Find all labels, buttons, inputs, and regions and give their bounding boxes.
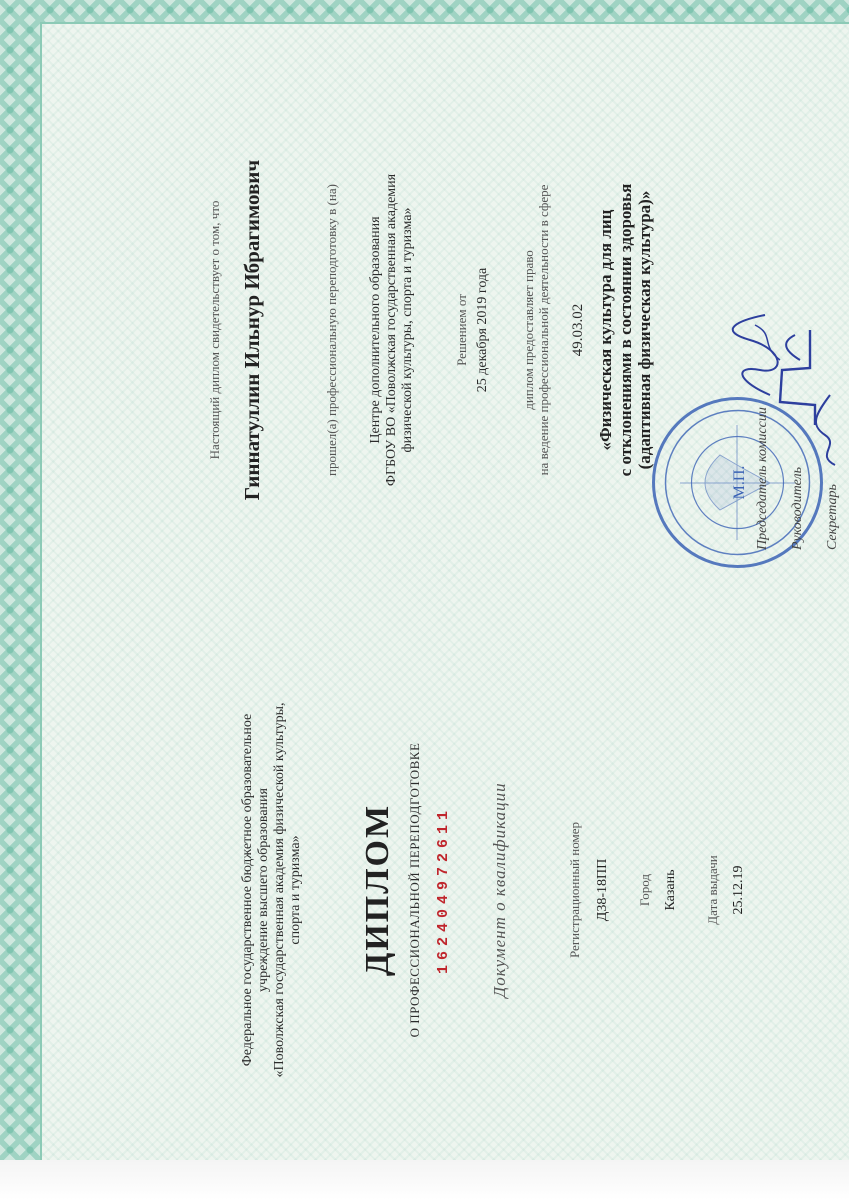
founder-line: Федеральное государственное бюджетное образовательное xyxy=(240,713,255,1067)
intro-text: Настоящий диплом свидетельствует о том, что xyxy=(207,200,222,460)
diploma-subtitle: О ПРОФЕССИОНАЛЬНОЙ ПЕРЕПОДГОТОВКЕ xyxy=(407,742,422,1038)
right-pane xyxy=(90,50,849,610)
founder-line: учреждение высшего образования xyxy=(256,788,272,992)
program-line: «Физическая культура для лиц xyxy=(596,209,615,451)
program-code: 49.03.02 xyxy=(570,303,586,357)
program-block xyxy=(596,50,655,610)
grants-line: на ведение профессиональной деятельности в сфере xyxy=(535,184,551,476)
passed-text: прошел(а) профессиональную переподготовку в (на) xyxy=(324,184,339,476)
signature-secretary-icon xyxy=(810,390,845,470)
issue-date-label: Дата выдачи xyxy=(705,855,720,925)
program-line: с отклонениями в состоянии здоровья xyxy=(615,183,635,477)
center-block xyxy=(368,50,416,610)
founder-line: спорта и туризма» xyxy=(288,835,304,945)
grants-block xyxy=(522,50,552,610)
signature-secretary-label: Секретарь xyxy=(825,484,840,550)
seal-inner-text: М.П. xyxy=(731,465,748,500)
diploma-title: ДИПЛОМ xyxy=(359,803,396,977)
program-line: (адаптивная физическая культура)» xyxy=(635,190,655,470)
holder-name: Гиннатуллин Ильнур Ибрагимович xyxy=(240,159,264,501)
center-line: Центре дополнительного образования xyxy=(368,216,383,444)
city-label: Город xyxy=(637,873,652,907)
grants-line: диплом предоставляет право xyxy=(521,250,536,410)
serial-number: 162404972611 xyxy=(435,805,452,975)
signature-head-label: Руководитель xyxy=(790,466,805,550)
city-value: Казань xyxy=(663,869,678,911)
registration-value: Д38-18ПП xyxy=(595,858,610,922)
left-pane xyxy=(90,630,849,1150)
center-line: физической культуры, спорта и туризма» xyxy=(400,207,416,453)
ornament-border-top xyxy=(40,0,849,24)
registration-label: Регистрационный номер xyxy=(567,822,582,958)
diploma-content xyxy=(90,50,849,1150)
document-type: Документ о квалификации xyxy=(490,782,509,998)
founder-block xyxy=(240,630,304,1150)
founder-line: «Поволжская государственная академия физической культуры, xyxy=(272,702,288,1078)
center-line: ФГБОУ ВО «Поволжская государственная академия xyxy=(384,173,400,487)
ornament-border-left xyxy=(0,0,42,1160)
decision-date: 25 декабря 2019 года xyxy=(475,267,490,393)
signature-chair-label: Председатель комиссии xyxy=(755,407,770,550)
issue-date-value: 25.12.19 xyxy=(731,865,746,915)
decision-label: Решением от xyxy=(454,294,469,366)
scan-margin xyxy=(0,1160,849,1200)
